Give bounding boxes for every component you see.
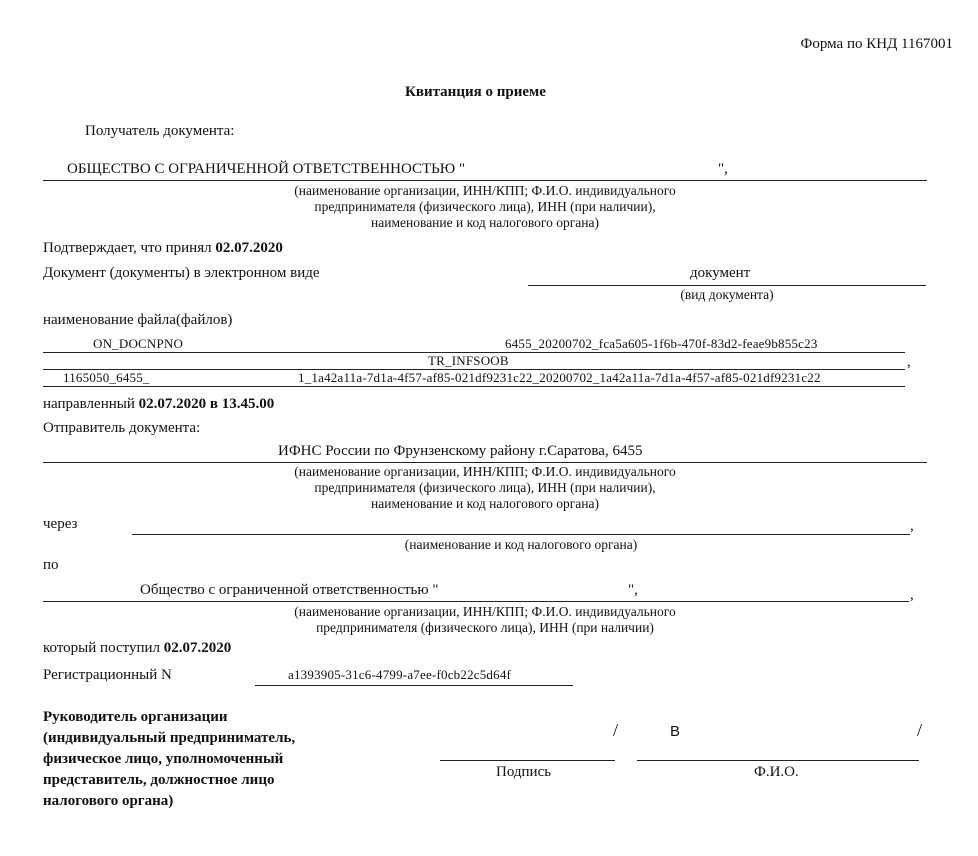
caption-line: (наименование организации, ИНН/КПП; Ф.И.О. индивидуального — [294, 604, 676, 619]
doc-type-line — [528, 285, 926, 286]
sender-label: Отправитель документа: — [43, 420, 201, 436]
doc-electronic-label: Документ (документы) в электронном виде — [43, 265, 320, 281]
to-comma: , — [910, 587, 914, 603]
to-line — [43, 601, 909, 602]
confirm-row — [43, 240, 283, 257]
caption-line: предпринимателя (физического лица), ИНН (при наличии) — [316, 620, 654, 635]
through-comma: , — [910, 518, 914, 534]
to-label: по — [43, 557, 59, 573]
doc-type-caption: (вид документа) — [680, 287, 774, 302]
sender-value: ИФНС России по Фрунзенскому району г.Саратова, 6455 — [278, 443, 643, 459]
registration-line — [255, 685, 573, 686]
signature-caption: Подпись — [496, 764, 552, 780]
signature-line — [440, 760, 615, 761]
role-line: (индивидуальный предприниматель, — [43, 730, 296, 746]
to-caption — [200, 604, 770, 636]
through-label: через — [43, 516, 78, 532]
slash-2: / — [917, 720, 923, 740]
role-line: физическое лицо, уполномоченный — [43, 751, 284, 767]
role-line: представитель, должностное лицо — [43, 772, 275, 788]
file-1-suffix: 6455_20200702_fca5a605-1f6b-470f-83d2-feae9b855c23 — [505, 336, 818, 351]
sent-datetime: 02.07.2020 в 13.45.00 — [138, 396, 275, 412]
recipient-label: Получатель документа: — [85, 123, 235, 139]
registration-value: a1393905-31c6-4799-a7ee-f0cb22c5d64f — [288, 667, 512, 682]
to-value: Общество с ограниченной ответственностью " — [140, 582, 439, 598]
files-label: наименование файла(файлов) — [43, 312, 233, 328]
recipient-caption — [200, 183, 770, 231]
doc-type-value: документ — [690, 265, 751, 281]
files-comma: , — [907, 354, 911, 370]
fio-caption: Ф.И.О. — [754, 764, 799, 780]
file-2: TR_INFSOOB — [428, 353, 509, 368]
confirm-date: 02.07.2020 — [215, 240, 283, 256]
signatory-role — [43, 707, 295, 812]
confirm-label: Подтверждает, что принял — [43, 240, 212, 256]
caption-line: предпринимателя (физического лица), ИНН (при наличии), — [314, 199, 656, 214]
recipient-line — [43, 180, 927, 181]
recipient-name: ОБЩЕСТВО С ОГРАНИЧЕННОЙ ОТВЕТСТВЕННОСТЬЮ " — [67, 161, 466, 177]
received-row — [43, 640, 231, 657]
caption-line: наименование и код налогового органа) — [371, 496, 599, 511]
received-date: 02.07.2020 — [163, 640, 232, 656]
recipient-name-suffix: ", — [718, 161, 728, 177]
through-caption: (наименование и код налогового органа) — [404, 537, 638, 552]
form-code: Форма по КНД 1167001 — [800, 36, 953, 52]
caption-line: (наименование организации, ИНН/КПП; Ф.И.О. индивидуального — [294, 464, 676, 479]
fio-line — [637, 760, 919, 761]
caption-line: (наименование организации, ИНН/КПП; Ф.И.О. индивидуального — [294, 183, 676, 198]
caption-line: наименование и код налогового органа) — [371, 215, 599, 230]
file-1-prefix: ON_DOCNPNO — [93, 336, 184, 351]
sent-label: направленный — [43, 396, 135, 412]
role-line: Руководитель организации — [43, 709, 228, 725]
caption-line: предпринимателя (физического лица), ИНН (при наличии), — [314, 480, 656, 495]
file-line-3 — [43, 386, 905, 387]
registration-label: Регистрационный N — [43, 667, 172, 683]
sent-row — [43, 396, 274, 413]
document-title: Квитанция о приеме — [405, 84, 546, 100]
fio-prefix: В — [670, 723, 681, 740]
to-value-suffix: ", — [628, 582, 638, 598]
file-3-suffix: 1_1a42a11a-7d1a-4f57-af85-021df9231c22_20200702_1a42a11a-7d1a-4f57-af85-021df9231c22 — [298, 370, 821, 385]
received-label: который поступил — [43, 640, 160, 656]
role-line: налогового органа) — [43, 793, 174, 809]
sender-caption — [200, 464, 770, 512]
slash-1: / — [613, 720, 619, 740]
through-line — [132, 534, 910, 535]
sender-line — [43, 462, 927, 463]
file-3-prefix: 1165050_6455_ — [63, 370, 150, 385]
